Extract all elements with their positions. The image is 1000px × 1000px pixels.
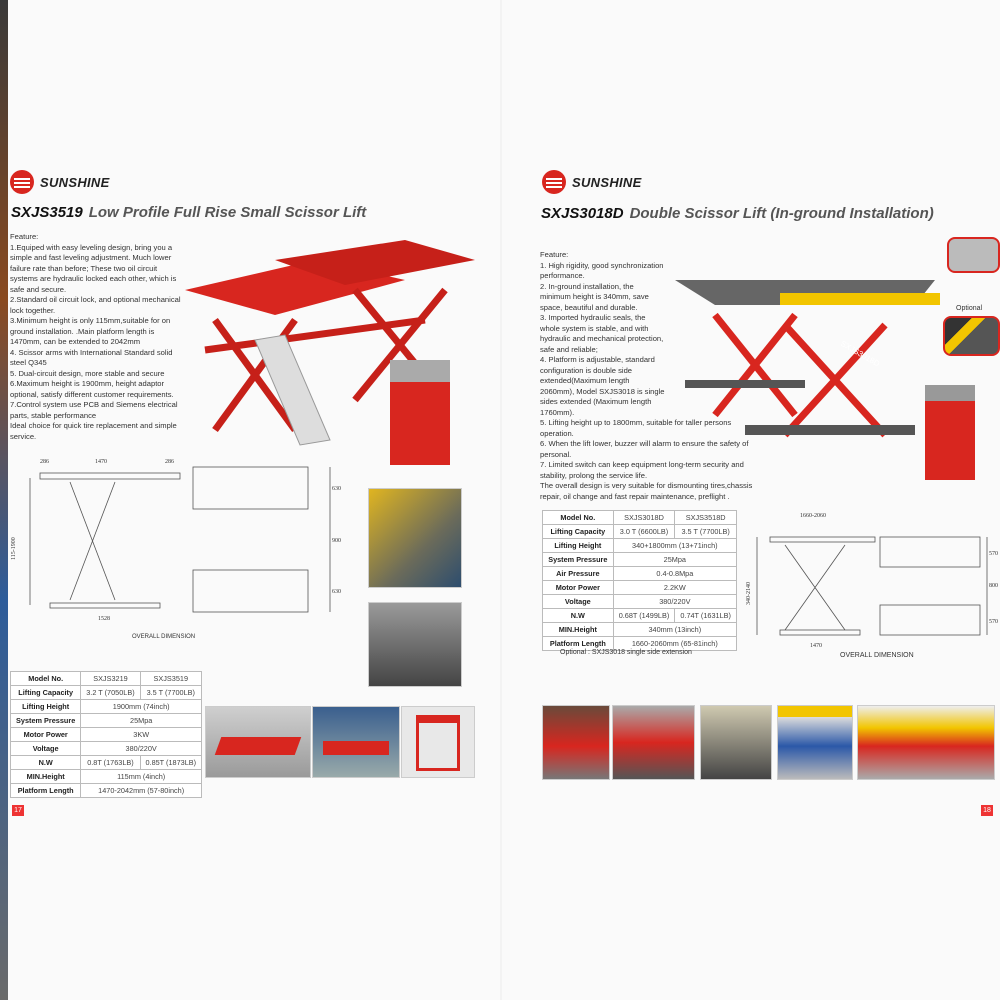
feature-item: 7. Limited switch can keep equipment long-term security and stability, prolong the service life.	[540, 460, 744, 480]
feature-item: 4. Platform is adjustable, standard configuration is double side extended(Maximum length 2060mm), Model SXJS3018 is single sides extended (Maximum length 1760mm).	[540, 355, 665, 417]
double-scissor-lift-image	[665, 275, 945, 450]
dimension-caption: OVERALL DIMENSION	[132, 634, 196, 640]
spec-label: Lifting Height	[11, 700, 81, 714]
spec-row	[11, 714, 202, 728]
spec-row	[543, 525, 737, 539]
spec-row	[11, 784, 202, 798]
brand-name: SUNSHINE	[572, 174, 642, 190]
spec-value: 0.68T (1499LB)	[613, 609, 675, 623]
model-number: SXJS3519	[11, 204, 83, 221]
dim-label: 1660-2060	[800, 513, 826, 519]
feature-item: 1. High rigidity, good synchronization performance.	[540, 260, 664, 280]
spec-row	[543, 539, 737, 553]
feature-heading: Feature:	[540, 250, 569, 259]
spec-value: 380/220V	[81, 742, 202, 756]
right-title	[541, 205, 934, 222]
spec-label: Motor Power	[11, 728, 81, 742]
spec-row	[543, 595, 737, 609]
page-edge	[0, 0, 8, 1000]
feature-item: 6.Maximum height is 1900mm, height adaptor optional, satisfy different customer requirements.	[10, 379, 174, 399]
workshop-photo-lifts	[368, 602, 462, 687]
spec-row	[543, 567, 737, 581]
spec-row	[543, 511, 737, 525]
spec-label: Platform Length	[543, 637, 614, 651]
workshop-photo-yellow-lift	[368, 488, 462, 588]
spec-label: Platform Length	[11, 784, 81, 798]
spec-label: MIN.Height	[543, 623, 614, 637]
feature-item: 5. Lifting height up to 1800mm, suitable for taller persons operation.	[540, 418, 732, 438]
product-title: Low Profile Full Rise Small Scissor Lift	[88, 204, 367, 221]
feature-heading: Feature:	[10, 232, 39, 241]
spec-row	[543, 609, 737, 623]
spec-value: 340mm (13inch)	[613, 623, 736, 637]
feature-item: 6. When the lift lower, buzzer will alarm to ensure the safety of personal.	[540, 439, 749, 459]
spec-label: MIN.Height	[11, 770, 81, 784]
photo-blue-lifts	[777, 705, 853, 780]
feature-item: 4. Scissor arms with International Standard solid steel Q345	[10, 347, 173, 367]
photo-red-lift	[612, 705, 695, 780]
dim-label: 1528	[98, 616, 110, 622]
brand-logo	[542, 170, 642, 194]
feature-item: 3.Minimum height is only 115mm,suitable for on ground installation. .Main platform length is 1470mm, can be extended to 2042mm	[10, 316, 171, 346]
photo-car-on-lift	[542, 705, 610, 780]
optional-label: Optional	[956, 305, 983, 312]
spec-value: 1470-2042mm (57-80inch)	[81, 784, 202, 798]
spec-label: Voltage	[11, 742, 81, 756]
spec-value: 25Mpa	[81, 714, 202, 728]
dim-label: 340-2140	[746, 582, 752, 605]
spec-row	[11, 672, 202, 686]
spec-value: 1900mm (74inch)	[81, 700, 202, 714]
feature-item: 7.Control system use PCB and Siemens electrical parts, stable performance	[10, 400, 178, 420]
page-number: 18	[981, 805, 993, 816]
spec-value: 0.85T (1873LB)	[140, 756, 201, 770]
spec-row	[11, 770, 202, 784]
photo-lift-red-platforms	[205, 706, 311, 778]
spec-value: 25Mpa	[613, 553, 736, 567]
feature-item: 1.Equiped with easy leveling design, bring you a simple and fast leveling adjustment. Much lower failure rate than before; These two oil circuit systems are hydraulic locked each other, which is safe and secure.	[10, 242, 177, 294]
spec-label: Motor Power	[543, 581, 614, 595]
spec-row	[543, 623, 737, 637]
feature-item: Ideal choice for quick tire replacement and simple service.	[10, 421, 177, 441]
spec-value: 0.4-0.8Mpa	[613, 567, 736, 581]
spec-value: SXJS3519	[140, 672, 201, 686]
spec-row	[543, 581, 737, 595]
spec-value: 3.5 T (7700LB)	[140, 686, 201, 700]
spec-label: System Pressure	[11, 714, 81, 728]
lift-label: SXJS3018D	[839, 338, 882, 369]
spec-value: 340+1800mm (13+71inch)	[613, 539, 736, 553]
spec-row	[11, 700, 202, 714]
spec-value: SXJS3018D	[613, 511, 675, 525]
spec-value: 3.2 T (7050LB)	[81, 686, 140, 700]
spec-label: Lifting Capacity	[11, 686, 81, 700]
right-spec-table	[542, 510, 737, 651]
feature-item: 2.Standard oil circuit lock, and optional mechanical lock together.	[10, 295, 181, 315]
spec-value: 2.2KW	[613, 581, 736, 595]
spec-value: 3.5 T (7700LB)	[675, 525, 737, 539]
spec-value: 380/220V	[613, 595, 736, 609]
scissor-lift-image	[185, 240, 475, 470]
feature-item: 2. In-ground installation, the minimum height is 340mm, save space, beautiful and durable.	[540, 281, 649, 312]
dim-label: 115-1900	[11, 537, 17, 560]
spec-label: N.W	[543, 609, 614, 623]
page-number: 17	[12, 805, 24, 816]
brand-logo	[10, 170, 110, 194]
spec-label: Model No.	[543, 511, 614, 525]
feature-item: 3. Imported hydraulic seals, the whole system is stable, and with hydraulic and mechanical protection, safe and reliable;	[540, 313, 664, 354]
right-dimension-drawing	[745, 505, 998, 665]
spec-value: 0.8T (1763LB)	[81, 756, 140, 770]
model-number: SXJS3018D	[541, 205, 624, 222]
brand-name: SUNSHINE	[40, 174, 110, 190]
spec-row	[543, 553, 737, 567]
spec-label: Model No.	[11, 672, 81, 686]
dim-label: 570	[989, 619, 998, 625]
control-cabinet-image	[925, 385, 975, 480]
left-spec-table	[10, 671, 202, 798]
dim-label: 570	[989, 551, 998, 557]
spec-label: System Pressure	[543, 553, 614, 567]
spec-label: Lifting Height	[543, 539, 614, 553]
spec-label: Voltage	[543, 595, 614, 609]
photo-lift-showroom	[312, 706, 400, 778]
logo-icon	[542, 170, 566, 194]
photo-workshop-floor	[857, 705, 995, 780]
spec-row	[11, 686, 202, 700]
dim-label: 1470	[95, 459, 107, 465]
spec-value: 0.74T (1631LB)	[675, 609, 737, 623]
spec-label: Air Pressure	[543, 567, 614, 581]
spec-row	[11, 728, 202, 742]
spec-value: 1660-2060mm (65-81inch)	[613, 637, 736, 651]
photo-lift-raised	[401, 706, 475, 778]
feature-item: The overall design is very suitable for dismounting tires,chassis repair, oil change and fast repair maintenance, preflight .	[540, 481, 753, 501]
left-features	[10, 232, 185, 442]
left-dimension-drawing	[10, 450, 340, 645]
left-title	[11, 204, 366, 221]
spec-row	[11, 756, 202, 770]
dim-label: 630	[332, 486, 341, 492]
dim-label: 800	[989, 583, 998, 589]
platform-detail-photo	[947, 237, 1000, 273]
spec-value: 115mm (4inch)	[81, 770, 202, 784]
spec-value: SXJS3219	[81, 672, 140, 686]
product-title: Double Scissor Lift (In-ground Installation)	[629, 205, 934, 222]
optional-extension-photo	[943, 316, 1000, 356]
photo-suv-on-lift	[700, 705, 772, 780]
spec-value: 3.0 T (6600LB)	[613, 525, 675, 539]
spec-label: Lifting Capacity	[543, 525, 614, 539]
dim-label: 286	[40, 459, 49, 465]
spec-value: SXJS3518D	[675, 511, 737, 525]
logo-icon	[10, 170, 34, 194]
dim-label: 630	[332, 589, 341, 595]
spec-value: 3KW	[81, 728, 202, 742]
feature-item: 5. Dual-circuit design, more stable and secure	[10, 368, 165, 378]
dim-label: 900	[332, 538, 341, 544]
dimension-caption: OVERALL DIMENSION	[840, 652, 914, 659]
dim-label: 1470	[810, 643, 822, 649]
spec-label: N.W	[11, 756, 81, 770]
table-note: Optional : SXJS3018 single side extension	[560, 649, 692, 656]
spec-row	[11, 742, 202, 756]
dim-label: 286	[165, 459, 174, 465]
